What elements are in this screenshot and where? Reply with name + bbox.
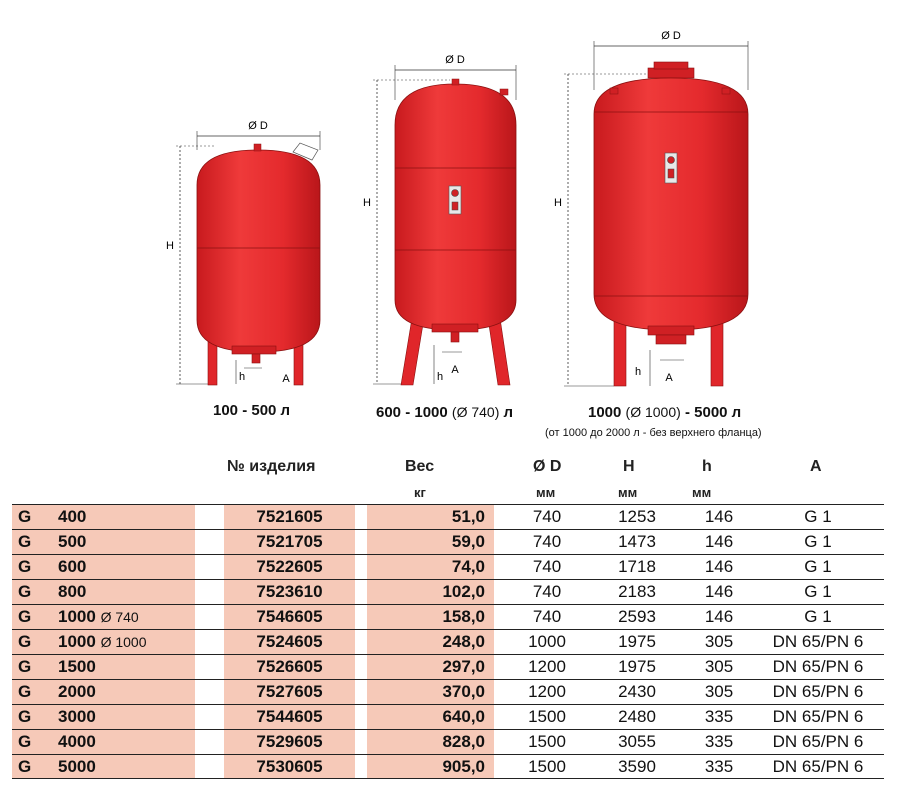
cell-weight: 297,0 [442, 657, 485, 676]
cell-h: 146 [704, 557, 734, 576]
unit-h: мм [692, 485, 712, 500]
cell-model [58, 605, 139, 629]
cell-weight: 74,0 [451, 557, 485, 576]
cell-connection: G 1 [804, 557, 832, 576]
table-row [12, 679, 884, 704]
cell-model [58, 755, 96, 779]
cell-prefix: G [18, 607, 32, 626]
dim-h-label: h [635, 366, 642, 378]
cell-prefix: G [18, 557, 32, 576]
cell-connection: DN 65/PN 6 [772, 732, 864, 751]
cell-code: 7544605 [256, 707, 323, 726]
cell-model [58, 730, 96, 754]
caption-main: 1000 [588, 404, 622, 421]
header-a: A [810, 458, 822, 475]
cell-diameter: 740 [532, 557, 562, 576]
dim-height-label: H [166, 240, 174, 252]
cell-prefix: G [18, 732, 32, 751]
cell-h: 146 [704, 607, 734, 626]
cell-height: 1975 [618, 657, 656, 676]
cell-code: 7521605 [256, 507, 323, 526]
caption-main: 600 - 1000 [376, 404, 448, 421]
cell-code: 7529605 [256, 732, 323, 751]
cell-diameter: 1200 [528, 657, 566, 676]
cell-height: 2480 [618, 707, 656, 726]
cell-height: 1473 [618, 532, 656, 551]
header-diameter: Ø D [533, 458, 562, 475]
cell-connection: G 1 [804, 582, 832, 601]
model-size: 800 [58, 582, 87, 601]
row-highlight [12, 655, 195, 679]
cell-connection: DN 65/PN 6 [772, 707, 864, 726]
caption-large-tank [588, 404, 741, 421]
cell-diameter: 1500 [528, 757, 566, 776]
cell-weight: 51,0 [451, 507, 485, 526]
cell-code: 7527605 [256, 682, 323, 701]
dim-a-label: A [451, 364, 459, 376]
cell-model [58, 705, 96, 729]
header-code: № изделия [227, 458, 316, 475]
cell-prefix: G [18, 682, 32, 701]
cell-height: 1975 [618, 632, 656, 651]
cell-height: 3590 [618, 757, 656, 776]
caption-suffix: л [503, 404, 514, 421]
dim-diameter-label: Ø D [661, 30, 681, 42]
tank-medium [363, 54, 516, 385]
tank-small [166, 120, 320, 385]
dim-height-label: H [554, 197, 562, 209]
cell-h: 335 [704, 757, 734, 776]
cell-model [58, 505, 86, 529]
table-row [12, 579, 884, 604]
cell-diameter: 740 [532, 582, 562, 601]
caption-large-tank-note: (от 1000 до 2000 л - без верхнего фланца) [545, 427, 762, 439]
table-row [12, 604, 884, 629]
cell-model [58, 630, 147, 654]
cell-prefix: G [18, 532, 32, 551]
caption-medium-tank [376, 404, 513, 421]
cell-prefix: G [18, 757, 32, 776]
cell-code: 7530605 [256, 757, 323, 776]
model-size: 5000 [58, 757, 96, 776]
cell-h: 146 [704, 532, 734, 551]
cell-weight: 828,0 [442, 732, 485, 751]
cell-weight: 59,0 [451, 532, 485, 551]
cell-diameter: 740 [532, 607, 562, 626]
dim-h-label: h [437, 371, 444, 383]
row-highlight [12, 555, 195, 579]
cell-h: 305 [704, 632, 734, 651]
cell-weight: 905,0 [442, 757, 485, 776]
cell-connection: G 1 [804, 532, 832, 551]
row-highlight [12, 580, 195, 604]
cell-connection: DN 65/PN 6 [772, 657, 864, 676]
table-row [12, 704, 884, 729]
cell-code: 7523610 [256, 582, 323, 601]
table-row [12, 729, 884, 754]
model-diameter: Ø 1000 [100, 634, 147, 650]
model-size: 1000 [58, 607, 96, 626]
cell-diameter: 1000 [528, 632, 566, 651]
header-height: H [623, 458, 635, 475]
cell-weight: 370,0 [442, 682, 485, 701]
specs-table [12, 504, 884, 779]
table-row [12, 754, 884, 779]
cell-height: 2593 [618, 607, 656, 626]
cell-code: 7521705 [256, 532, 323, 551]
table-row [12, 654, 884, 679]
cell-diameter: 740 [532, 507, 562, 526]
cell-h: 305 [704, 682, 734, 701]
row-highlight [12, 505, 195, 529]
unit-height: мм [618, 485, 638, 500]
cell-code: 7524605 [256, 632, 323, 651]
dim-diameter-label: Ø D [445, 54, 465, 66]
dim-diameter-label: Ø D [248, 120, 268, 132]
table-row [12, 504, 884, 529]
cell-connection: G 1 [804, 507, 832, 526]
cell-prefix: G [18, 582, 32, 601]
caption-suffix: - 5000 л [684, 404, 742, 421]
row-highlight [12, 730, 195, 754]
model-diameter: Ø 740 [100, 609, 139, 625]
cell-diameter: 740 [532, 532, 562, 551]
model-size: 600 [58, 557, 87, 576]
model-size: 500 [58, 532, 87, 551]
cell-diameter: 1500 [528, 707, 566, 726]
cell-model [58, 555, 86, 579]
dim-a-label: A [282, 373, 290, 385]
cell-weight: 102,0 [442, 582, 485, 601]
model-size: 1000 [58, 632, 96, 651]
cell-weight: 640,0 [442, 707, 485, 726]
cell-model [58, 655, 96, 679]
caption-diameter: (Ø 740) [451, 404, 500, 420]
table-row [12, 529, 884, 554]
cell-connection: DN 65/PN 6 [772, 682, 864, 701]
row-highlight [12, 755, 195, 778]
cell-h: 335 [704, 707, 734, 726]
cell-connection: G 1 [804, 607, 832, 626]
cell-diameter: 1500 [528, 732, 566, 751]
cell-model [58, 580, 86, 604]
model-size: 4000 [58, 732, 96, 751]
cell-height: 2183 [618, 582, 656, 601]
cell-h: 305 [704, 657, 734, 676]
row-highlight [12, 530, 195, 554]
cell-code: 7546605 [256, 607, 323, 626]
cell-height: 1253 [618, 507, 656, 526]
cell-model [58, 680, 96, 704]
cell-connection: DN 65/PN 6 [772, 632, 864, 651]
table-row [12, 554, 884, 579]
model-size: 3000 [58, 707, 96, 726]
row-highlight [12, 705, 195, 729]
cell-h: 146 [704, 507, 734, 526]
table-row [12, 629, 884, 654]
caption-main: 100 - 500 л [213, 402, 291, 419]
cell-prefix: G [18, 657, 32, 676]
dim-height-label: H [363, 197, 371, 209]
model-size: 2000 [58, 682, 96, 701]
cell-prefix: G [18, 507, 32, 526]
cell-prefix: G [18, 707, 32, 726]
header-h: h [702, 458, 712, 475]
cell-code: 7526605 [256, 657, 323, 676]
caption-diameter: (Ø 1000) [625, 404, 681, 420]
model-size: 400 [58, 507, 87, 526]
cell-h: 146 [704, 582, 734, 601]
header-weight: Вес [405, 458, 435, 475]
cell-height: 2430 [618, 682, 656, 701]
cell-prefix: G [18, 632, 32, 651]
cell-diameter: 1200 [528, 682, 566, 701]
cell-weight: 158,0 [442, 607, 485, 626]
model-size: 1500 [58, 657, 96, 676]
cell-h: 335 [704, 732, 734, 751]
cell-weight: 248,0 [442, 632, 485, 651]
unit-weight: кг [414, 485, 426, 500]
row-highlight [12, 680, 195, 704]
cell-height: 3055 [618, 732, 656, 751]
dim-a-label: A [665, 372, 673, 384]
cell-model [58, 530, 86, 554]
tank-large [554, 30, 748, 386]
dim-h-label: h [239, 371, 246, 383]
caption-small-tank [213, 402, 290, 419]
cell-connection: DN 65/PN 6 [772, 757, 864, 776]
unit-diameter: мм [536, 485, 556, 500]
cell-height: 1718 [618, 557, 656, 576]
cell-code: 7522605 [256, 557, 323, 576]
